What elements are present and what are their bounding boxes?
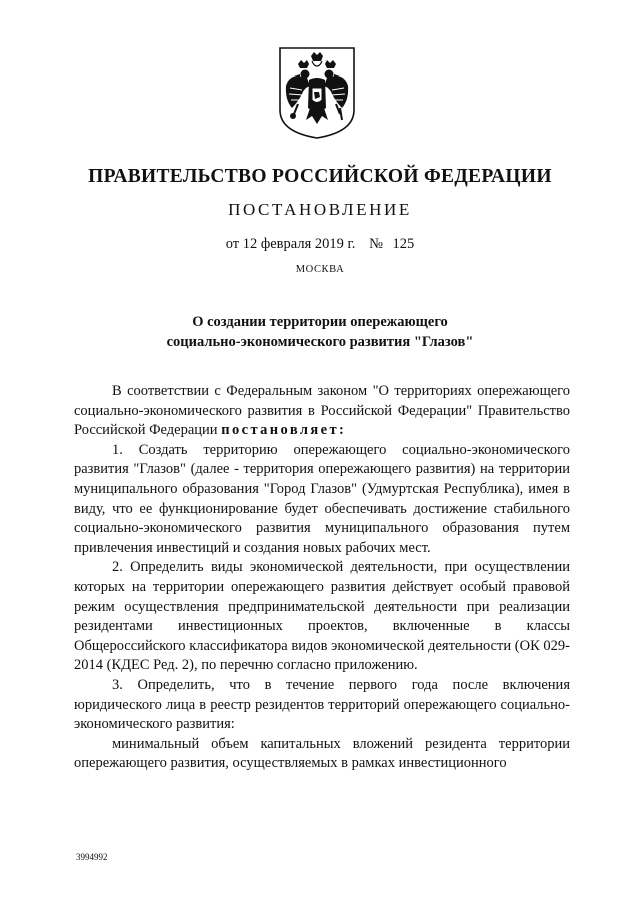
item-1-paragraph: 1. Создать территорию опережающего социально-экономического развития "Глазов" (далее - территория опережающего развития) на территории муниципального образования "Город Глазов" (Удмуртская Республика), имея в виду, что ее функционирование будет обеспечивать достижение стабильного социально-экономического развития муниципального образования путем привлечения инвестиций и создания новых рабочих мест. bbox=[74, 441, 570, 556]
preamble-text: В соответствии с Федеральным законом "О территориях опережающего социально-экономического развития в Российской Федерации" Правительство Российской Федерации bbox=[74, 383, 570, 439]
subject-line-1: О создании территории опережающего bbox=[192, 314, 448, 330]
document-date-line bbox=[0, 236, 640, 253]
document-type: ПОСТАНОВЛЕНИЕ bbox=[228, 200, 412, 219]
item-2-paragraph: 2. Определить виды экономической деятельности, при осуществлении которых на территории опережающего развития действует особый правовой режим осуществления предпринимательской деятельности при реализации резидентами инвестиционных проектов, включенные в классы Общероссийского классификатора видов экономической деятельности (ОК 029-2014 (КДЕС Ред. 2), по перечню согласно приложению. bbox=[74, 559, 570, 674]
document-city: МОСКВА bbox=[295, 264, 345, 275]
resolves-word: постановляет: bbox=[221, 422, 347, 439]
document-body bbox=[74, 382, 570, 774]
document-code: 3994992 bbox=[76, 852, 108, 862]
preamble-paragraph bbox=[74, 382, 570, 441]
item-3-paragraph: 3. Определить, что в течение первого года после включения юридического лица в реестр резидентов территорий опережающего социально-экономического развития: bbox=[74, 676, 570, 733]
document-date: от 12 февраля 2019 г. bbox=[225, 236, 356, 252]
subject-line-2: социально-экономического развития "Глазов" bbox=[166, 334, 474, 350]
number-sign: № bbox=[369, 236, 383, 252]
russian-coat-of-arms-icon bbox=[276, 44, 358, 140]
document-subject bbox=[0, 312, 640, 352]
government-title: ПРАВИТЕЛЬСТВО РОССИЙСКОЙ ФЕДЕРАЦИИ bbox=[88, 166, 552, 187]
item-3-sub-paragraph: минимальный объем капитальных вложений резидента территории опережающего развития, осуществляемых в рамках инвестиционного bbox=[74, 735, 570, 772]
document-number: 125 bbox=[392, 236, 415, 252]
